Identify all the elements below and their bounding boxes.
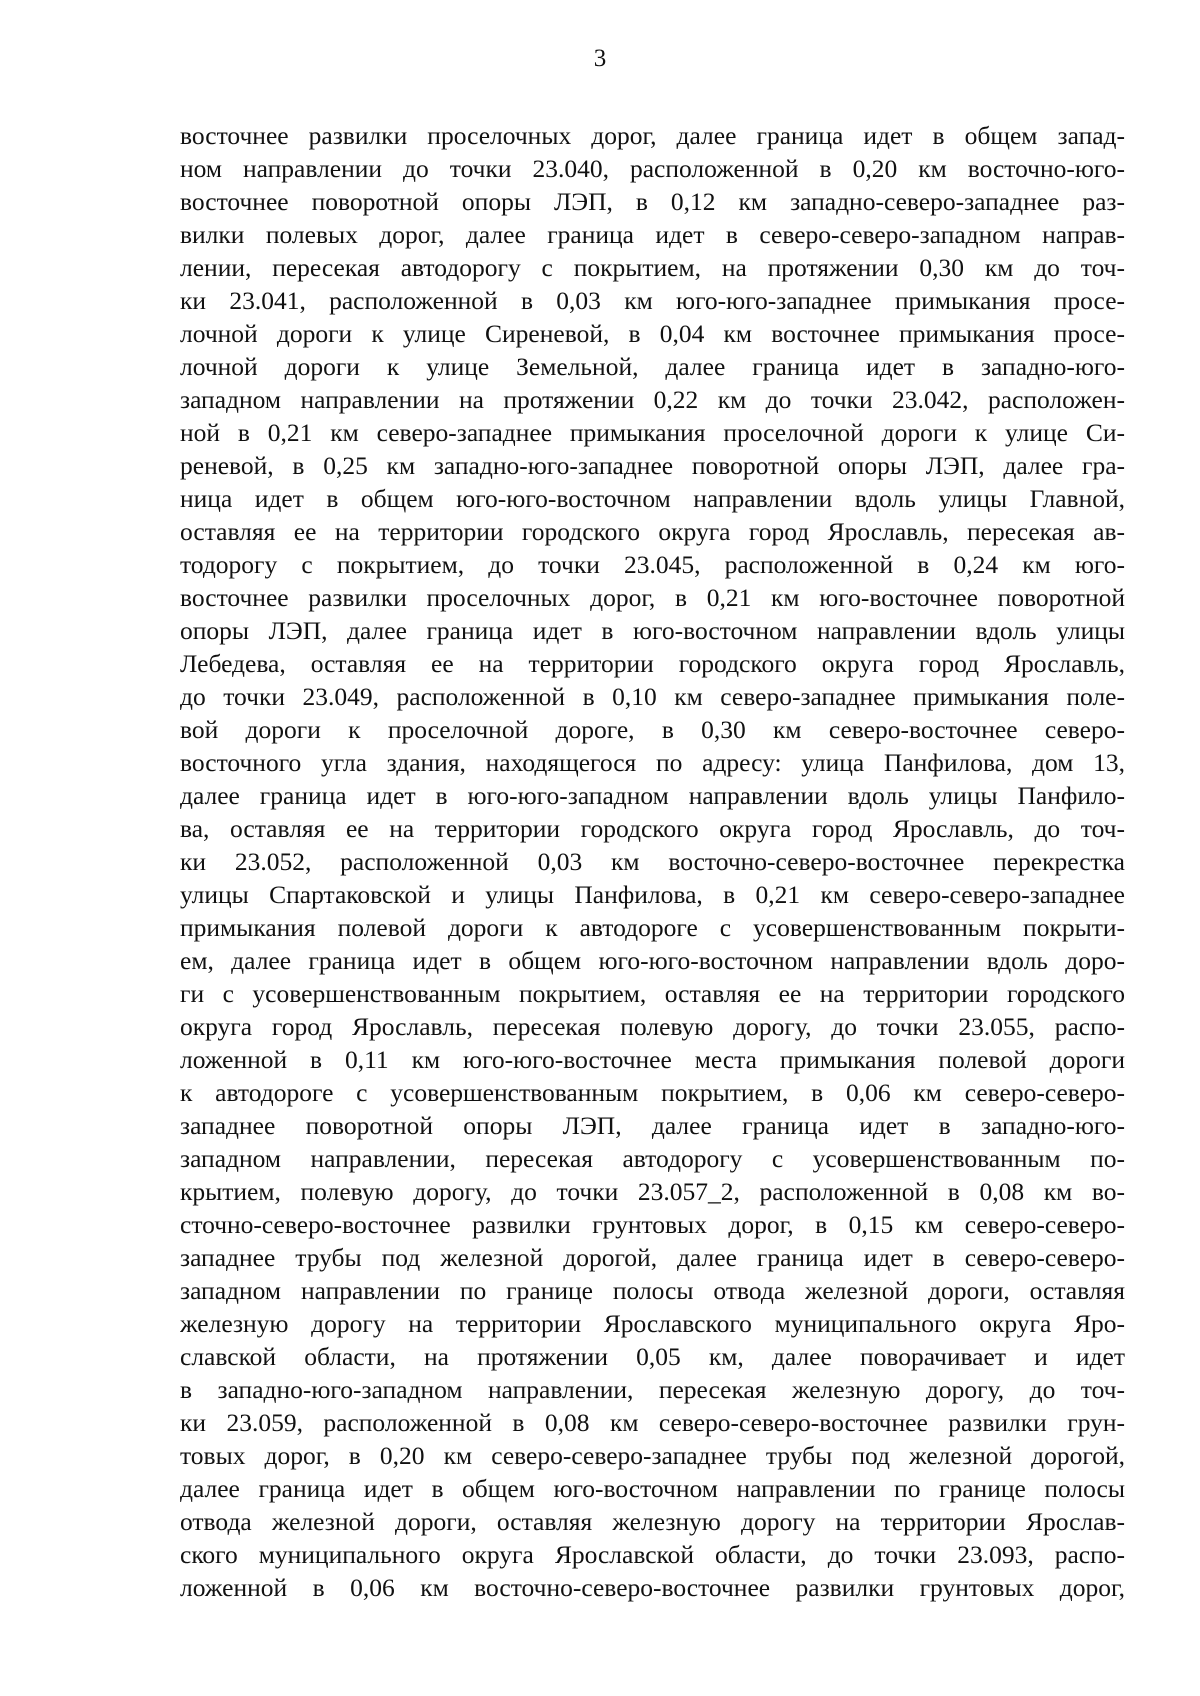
text-line: западнее поворотной опоры ЛЭП, далее граница идет в западно-юго- (180, 1111, 1125, 1140)
text-line: до точки 23.049, расположенной в 0,10 км северо-западнее примыкания поле- (180, 682, 1125, 711)
text-line: восточнее развилки проселочных дорог, в 0,21 км юго-восточнее поворотной (180, 583, 1125, 612)
text-line: восточнее поворотной опоры ЛЭП, в 0,12 км западно-северо-западнее раз- (180, 187, 1125, 216)
text-line: ном направлении до точки 23.040, расположенной в 0,20 км восточно-юго- (180, 154, 1125, 183)
text-line: ского муниципального округа Ярославской области, до точки 23.093, распо- (180, 1540, 1125, 1569)
text-line: вилки полевых дорог, далее граница идет в северо-северо-западном направ- (180, 220, 1125, 249)
text-line: лочной дороги к улице Сиреневой, в 0,04 км восточнее примыкания просе- (180, 319, 1125, 348)
text-line: ной в 0,21 км северо-западнее примыкания проселочной дороги к улице Си- (180, 418, 1125, 447)
text-line: железную дорогу на территории Ярославского муниципального округа Яро- (180, 1309, 1125, 1338)
text-line: ложенной в 0,11 км юго-юго-восточнее места примыкания полевой дороги (180, 1045, 1125, 1074)
text-line: ки 23.059, расположенной в 0,08 км северо-северо-восточнее развилки грун- (180, 1408, 1125, 1437)
text-line: тодорогу с покрытием, до точки 23.045, расположенной в 0,24 км юго- (180, 550, 1125, 579)
text-line: ки 23.052, расположенной 0,03 км восточно-северо-восточнее перекрестка (180, 847, 1125, 876)
text-line: ложенной в 0,06 км восточно-северо-восточнее развилки грунтовых дорог, (180, 1573, 1125, 1602)
text-line: славской области, на протяжении 0,05 км, далее поворачивает и идет (180, 1342, 1125, 1371)
text-line: улицы Спартаковской и улицы Панфилова, в 0,21 км северо-северо-западнее (180, 880, 1125, 909)
text-line: округа город Ярославль, пересекая полевую дорогу, до точки 23.055, распо- (180, 1012, 1125, 1041)
text-line: далее граница идет в юго-юго-западном направлении вдоль улицы Панфило- (180, 781, 1125, 810)
text-line: ва, оставляя ее на территории городского округа город Ярославль, до точ- (180, 814, 1125, 843)
text-line: западном направлении по границе полосы отвода железной дороги, оставляя (180, 1276, 1125, 1305)
page-number: 3 (593, 45, 607, 72)
text-line: Лебедева, оставляя ее на территории городского округа город Ярославль, (180, 649, 1125, 678)
text-line: товых дорог, в 0,20 км северо-северо-западнее трубы под железной дорогой, (180, 1441, 1125, 1470)
document-body (180, 119, 1125, 1604)
text-line: восточнее развилки проселочных дорог, далее граница идет в общем запад- (180, 121, 1125, 150)
text-line: опоры ЛЭП, далее граница идет в юго-восточном направлении вдоль улицы (180, 616, 1125, 645)
text-line: вой дороги к проселочной дороге, в 0,30 км северо-восточнее северо- (180, 715, 1125, 744)
text-line: реневой, в 0,25 км западно-юго-западнее поворотной опоры ЛЭП, далее гра- (180, 451, 1125, 480)
text-line: лении, пересекая автодорогу с покрытием, на протяжении 0,30 км до точ- (180, 253, 1125, 282)
text-line: отвода железной дороги, оставляя железную дорогу на территории Ярослав- (180, 1507, 1125, 1536)
text-line: примыкания полевой дороги к автодороге с усовершенствованным покрыти- (180, 913, 1125, 942)
text-line: далее граница идет в общем юго-восточном направлении по границе полосы (180, 1474, 1125, 1503)
text-line: восточного угла здания, находящегося по адресу: улица Панфилова, дом 13, (180, 748, 1125, 777)
text-line: оставляя ее на территории городского округа город Ярославль, пересекая ав- (180, 517, 1125, 546)
text-line: сточно-северо-восточнее развилки грунтовых дорог, в 0,15 км северо-северо- (180, 1210, 1125, 1239)
text-line: ем, далее граница идет в общем юго-юго-восточном направлении вдоль доро- (180, 946, 1125, 975)
text-line: западном направлении, пересекая автодорогу с усовершенствованным по- (180, 1144, 1125, 1173)
text-line: западнее трубы под железной дорогой, далее граница идет в северо-северо- (180, 1243, 1125, 1272)
text-line: крытием, полевую дорогу, до точки 23.057_2, расположенной в 0,08 км во- (180, 1177, 1125, 1206)
text-line: западном направлении на протяжении 0,22 км до точки 23.042, расположен- (180, 385, 1125, 414)
text-line: ница идет в общем юго-юго-восточном направлении вдоль улицы Главной, (180, 484, 1125, 513)
text-line: лочной дороги к улице Земельной, далее граница идет в западно-юго- (180, 352, 1125, 381)
text-line: ки 23.041, расположенной в 0,03 км юго-юго-западнее примыкания просе- (180, 286, 1125, 315)
text-line: в западно-юго-западном направлении, пересекая железную дорогу, до точ- (180, 1375, 1125, 1404)
text-line: к автодороге с усовершенствованным покрытием, в 0,06 км северо-северо- (180, 1078, 1125, 1107)
text-line: ги с усовершенствованным покрытием, оставляя ее на территории городского (180, 979, 1125, 1008)
